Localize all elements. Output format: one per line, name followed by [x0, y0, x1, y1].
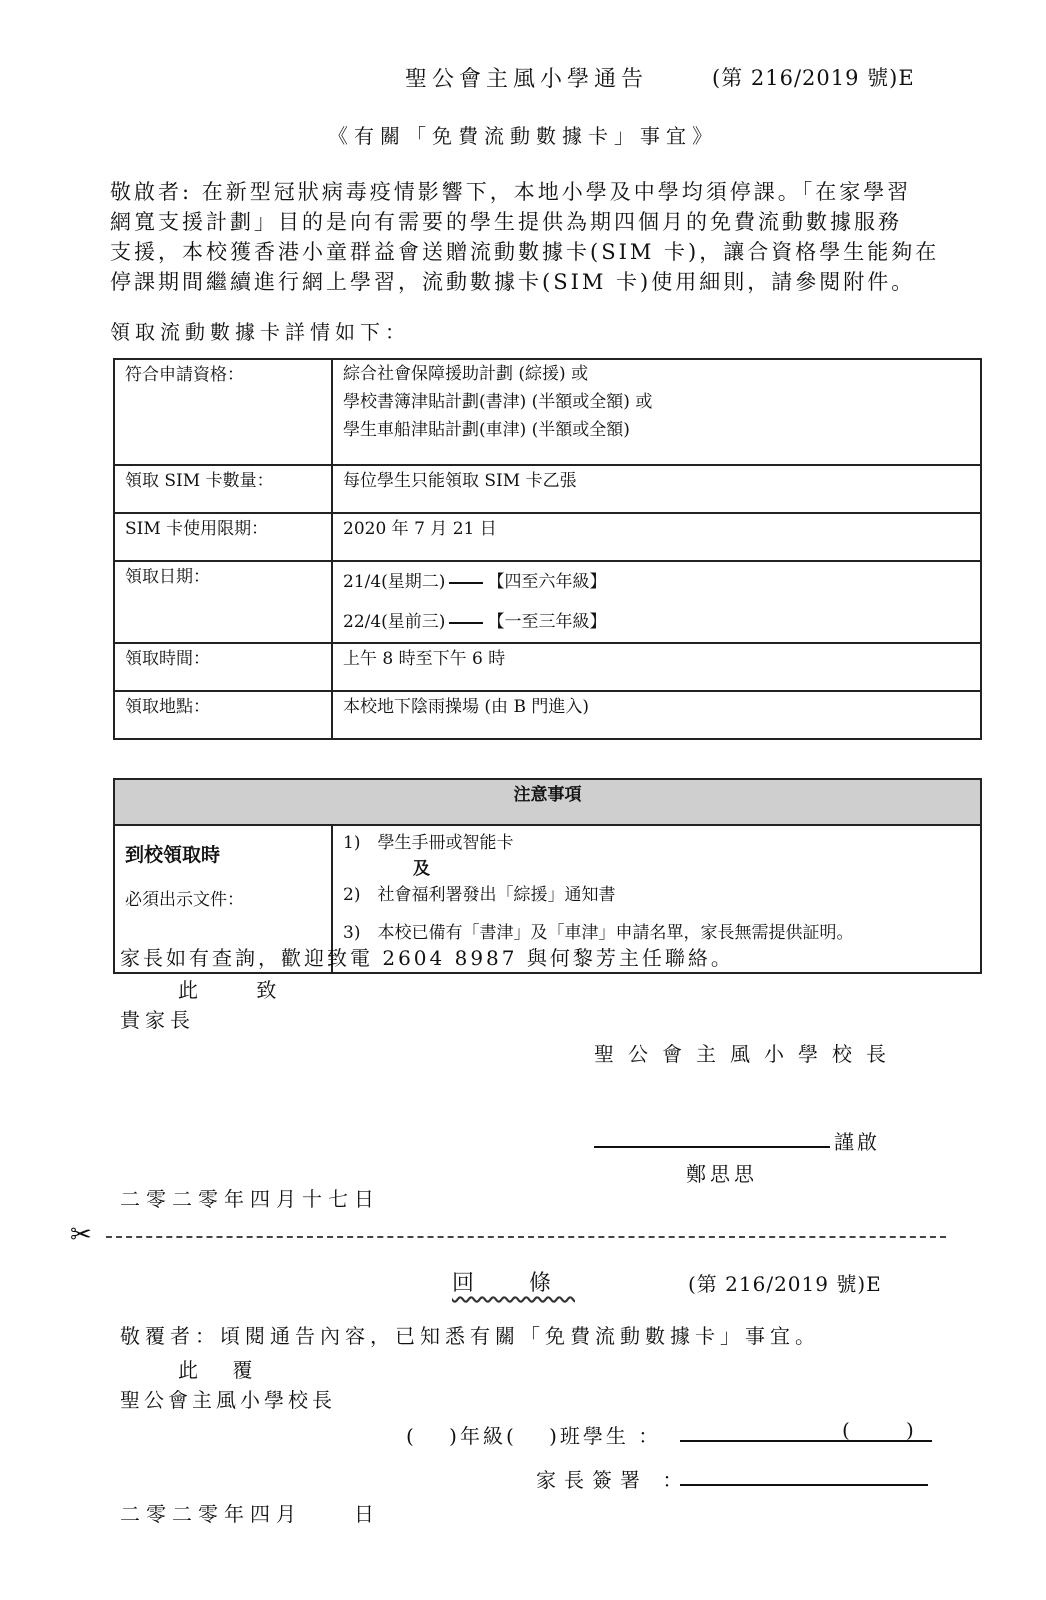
student-name-field[interactable]	[680, 1440, 932, 1442]
reply-salutation-this: 此 覆	[178, 1358, 267, 1382]
body-paragraph-line-3: 支援，本校獲香港小童群益會送贈流動數據卡(SIM 卡)，讓合資格學生能夠在	[110, 240, 940, 264]
collection-place-label: 領取地點：	[114, 691, 332, 739]
collection-date-1	[343, 562, 970, 602]
cut-line	[106, 1236, 946, 1238]
table-row	[114, 691, 981, 739]
date-1-day: 21/4(星期二)	[343, 572, 446, 592]
document-and: 及	[413, 859, 430, 879]
collection-date-label: 領取日期：	[114, 561, 332, 643]
parent-signature-field[interactable]	[680, 1484, 928, 1486]
eligibility-line-1: 綜合社會保障援助計劃 (綜援) 或	[343, 364, 589, 384]
quantity-value: 每位學生只能領取 SIM 卡乙張	[332, 465, 981, 513]
reply-text: 敬覆者：頃閱通告內容，已知悉有關「免費流動數據卡」事宜。	[120, 1324, 820, 1348]
respectfully-text: 謹啟	[834, 1130, 880, 1154]
notes-label-bold: 到校領取時	[125, 844, 221, 866]
dash-divider	[449, 582, 483, 584]
enquiry-text: 家長如有查詢，歡迎致電 2604 8987 與何黎芳主任聯絡。	[120, 946, 734, 970]
collection-time-label: 領取時間：	[114, 643, 332, 691]
body-paragraph-line-2: 網寬支援計劃」目的是向有需要的學生提供為期四個月的免費流動數據服務	[110, 210, 902, 234]
date-2-day: 22/4(星前三)	[343, 612, 446, 632]
principal-title: 聖公會主風小學校長	[594, 1042, 900, 1066]
principal-name: 鄭思思	[686, 1162, 758, 1186]
reply-notice-number: (第 216/2019 號)E	[688, 1272, 882, 1296]
body-paragraph-line-1: 敬啟者: 在新型冠狀病毒疫情影響下，本地小學及中學均須停課。「在家學習	[110, 180, 912, 204]
collection-date-2	[343, 602, 970, 642]
table-row	[114, 779, 981, 825]
validity-value: 2020 年 7 月 21 日	[332, 513, 981, 561]
notes-heading: 注意事項	[114, 779, 981, 825]
table-row	[114, 643, 981, 691]
table-row	[114, 465, 981, 513]
document-item-1: 1) 學生手冊或智能卡	[343, 833, 514, 853]
eligibility-line-2: 學校書簿津貼計劃(書津) (半額或全額) 或	[343, 392, 653, 412]
parent-signature-label: 家長簽署 ：	[536, 1468, 691, 1492]
class-number-paren-open: (	[842, 1418, 850, 1442]
table-row	[114, 561, 981, 643]
notice-number: (第 216/2019 號)E	[712, 66, 915, 90]
table-row	[114, 359, 981, 465]
reply-salutation-principal: 聖公會主風小學校長	[120, 1388, 336, 1412]
date-1-grade: 【四至六年級】	[487, 572, 607, 592]
collection-date-value	[332, 561, 981, 643]
table-row	[114, 513, 981, 561]
collection-time-value: 上午 8 時至下午 6 時	[332, 643, 981, 691]
signature-line	[594, 1146, 830, 1148]
reply-date: 二零二零年四月 日	[120, 1502, 380, 1526]
salutation-this: 此 致	[178, 978, 303, 1002]
document-item-3: 3) 本校已備有「書津」及「車津」申請名單，家長無需提供証明。	[343, 923, 854, 943]
validity-label: SIM 卡使用限期：	[114, 513, 332, 561]
body-paragraph-line-4: 停課期間繼續進行網上學習，流動數據卡(SIM 卡)使用細則，請參閱附件。	[110, 270, 916, 294]
details-intro: 領取流動數據卡詳情如下：	[110, 320, 410, 344]
eligibility-label: 符合申請資格：	[114, 359, 332, 465]
salutation-parents: 貴家長	[120, 1008, 195, 1032]
eligibility-line-3: 學生車船津貼計劃(車津) (半額或全額)	[343, 420, 630, 440]
document-item-2: 2) 社會福利署發出「綜援」通知書	[343, 885, 616, 905]
notes-label-sub: 必須出示文件：	[125, 890, 244, 910]
class-number-paren-close: )	[906, 1418, 914, 1442]
notice-date: 二零二零年四月十七日	[120, 1187, 380, 1211]
dash-divider	[449, 622, 483, 624]
date-2-grade: 【一至三年級】	[487, 612, 607, 632]
collection-details-table	[113, 358, 982, 740]
student-class-label: ( )年級( )班學生 ：	[406, 1424, 662, 1448]
collection-place-value: 本校地下陰雨操場 (由 B 門進入)	[332, 691, 981, 739]
eligibility-value	[332, 359, 981, 465]
reply-slip-title: 回 條	[452, 1271, 575, 1296]
notice-title: 聖公會主風小學通告	[405, 67, 649, 92]
quantity-label: 領取 SIM 卡數量：	[114, 465, 332, 513]
notice-subject: 《有關「免費流動數據卡」事宜》	[328, 124, 718, 148]
scissors-icon: ✂	[70, 1220, 92, 1250]
